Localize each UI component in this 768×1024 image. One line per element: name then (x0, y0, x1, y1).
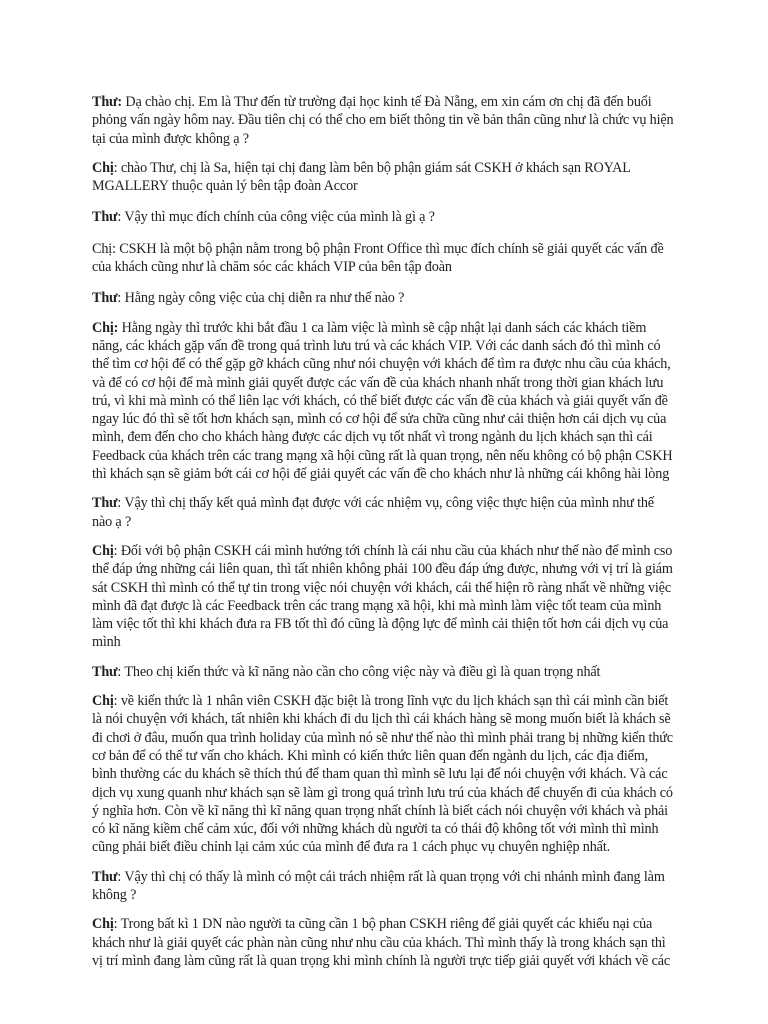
dialogue-paragraph (92, 542, 676, 652)
speaker-label: Thư: (92, 94, 122, 110)
dialogue-paragraph (92, 494, 676, 531)
paragraph-text: : Vậy thì chị có thấy là mình có một cái trách nhiệm rất là quan trọng với chi nhánh mình đang làm không ? (92, 868, 665, 903)
speaker-label: Thư (92, 290, 118, 307)
dialogue-paragraph (92, 692, 676, 857)
speaker-label: Thư (92, 495, 118, 512)
dialogue-paragraph (92, 208, 676, 226)
paragraph-text: : Hằng ngày công việc của chị diễn ra như thế nào ? (117, 290, 405, 307)
speaker-label: Thư (92, 663, 118, 680)
speaker-label: Chị (92, 240, 113, 257)
speaker-label: Chị (92, 916, 114, 933)
paragraph-text: : Theo chị kiến thức và kĩ năng nào cần cho công việc này và điều gì là quan trọng nhất (117, 663, 601, 680)
dialogue-paragraph (92, 93, 676, 148)
paragraph-text: : Trong bất kì 1 DN nào người ta cũng cần 1 bộ phan CSKH riêng để giải quyết các khiếu nại của khách như là giải quyết các phàn nàn cũng như nhu cầu của khách. Thì mình thấy là trong khách sạn thì vị trí mình đang làm cũng rất là quan trọng khi mình chính là người trực tiếp giải quyết với khách về các (92, 916, 671, 969)
dialogue-paragraph (92, 159, 676, 196)
speaker-label: Thư (92, 209, 118, 226)
paragraph-text: : về kiến thức là 1 nhân viên CSKH đặc biệt là trong lĩnh vực du lịch khách sạn thì cái mình cần biết là nói chuyện với khách, tất nhiên khi khách đi du lịch thì cái khách hàng sẽ mong muốn biết là khách sẽ đi chơi ở đâu, muốn qua trình holiday của mình nó sẽ như thế nào thì mình phải trang bị những kiến thức cơ bản để có thể tư vấn cho khách. Khi mình có kiến thức liên quan đến ngành du lịch, các địa điểm, bình thường các du khách sẽ thích thú để tham quan thì mình sẽ lưu lại để nói chuyện với khách. Và các dịch vụ xung quanh như khách sạn sẽ làm gì trong quá trình lưu trú của khách để chuyến đi của khách có ý nghĩa hơn. Còn về kĩ năng thì kĩ năng quan trọng nhất chính là biết cách nói chuyện với khách và phải có kĩ năng kiềm chế cảm xúc, đối với những khách dù người ta có thái độ không tốt với mình thì mình cũng phải biết điều chỉnh lại cảm xúc của mình để đưa ra 1 cách phục vụ chuyên nghiệp nhất. (92, 693, 673, 856)
paragraph-text: Hằng ngày thì trước khi bắt đầu 1 ca làm việc là mình sẽ cập nhật lại danh sách các khách tiềm năng, các khách gặp vấn đề trong quá trình lưu trú và các khách VIP. Với các danh sách đó thì mình có thể tìm cơ hội để có thể gặp gỡ khách cũng như nói chuyện với khách để tìm ra được nhu cầu của khách, và để có cơ hội để mà mình giải quyết được các vấn đề của khách nhanh nhất trong thời gian khách lưu trú, vì khi mà mình có thể liên lạc với khách, có thể biết được các vấn đề của khách và giải quyết vấn đề ngay lúc đó thì sẽ tốt hơn khách sạn, mình có cơ hội để sửa chữa cũng như cải thiện hơn cái dịch vụ của mình, đem đến cho cho khách hàng được các dịch vụ tốt nhất vì trong ngành du lịch khách sạn thì cái Feedback của khách trên các trang mạng xã hội cũng rất là quan trọng, nên nếu không có bộ phận CSKH thì khách sạn sẽ giảm bớt cái cơ hội để giải quyết các vấn đề cho khách như là những cái không hài lòng (92, 319, 673, 483)
speaker-label: Chị (92, 542, 114, 559)
paragraph-text: : CSKH là một bộ phận nằm trong bộ phận Front Office thì mục đích chính sẽ giải quyết các vấn đề của khách cũng như là chăm sóc các khách VIP của bên tập đoàn (92, 240, 664, 276)
dialogue-paragraph (92, 663, 676, 681)
paragraph-text: : Đối với bộ phận CSKH cái mình hướng tới chính là cái nhu cầu của khách như thế nào để mình cso thể đáp ứng những cái liên quan, thì tất nhiên không phải 100 đều đáp ứng được, nhưng với vị trí là giám sát CSKH thì mình có thể tự tin trong việc nói chuyện với khách, cái thể hiện rõ ràng nhất về những việc mình đã đạt được là các Feedback trên các trang mạng xã hội, khi mà mình làm việc tốt team của mình làm việc tốt thì khi khách đưa ra FB tốt thì đó cũng là động lực để mình cải thiện tốt hơn cái dịch vụ của mình (92, 542, 673, 651)
dialogue-paragraph (92, 319, 676, 484)
paragraph-text: Dạ chào chị. Em là Thư đến từ trường đại học kinh tế Đà Nẵng, em xin cám ơn chị đã đến buổi phỏng vấn ngày hôm nay. Đầu tiên chị có thể cho em biết thông tin về bản thân cũng như là chức vụ hiện tại của mình được không ạ ? (92, 94, 674, 147)
dialogue-paragraph (92, 868, 676, 905)
dialogue-paragraph (92, 915, 676, 970)
speaker-label: Chị (92, 693, 114, 710)
speaker-label: Chị (92, 159, 114, 176)
dialogue-paragraph (92, 240, 676, 277)
paragraph-text: : Vậy thì mục đích chính của công việc của mình là gì ạ ? (117, 209, 435, 226)
speaker-label: Thư (92, 868, 118, 885)
paragraph-text: : chào Thư, chị là Sa, hiện tại chị đang làm bên bộ phận giám sát CSKH ở khách sạn ROYAL MGALLERY thuộc quản lý bên tập đoàn Accor (92, 159, 631, 195)
dialogue-paragraph (92, 289, 676, 307)
speaker-label: Chị: (92, 319, 119, 336)
paragraph-text: : Vậy thì chị thấy kết quả mình đạt được với các nhiệm vụ, công việc thực hiện của mình như thế nào ạ ? (92, 495, 654, 530)
